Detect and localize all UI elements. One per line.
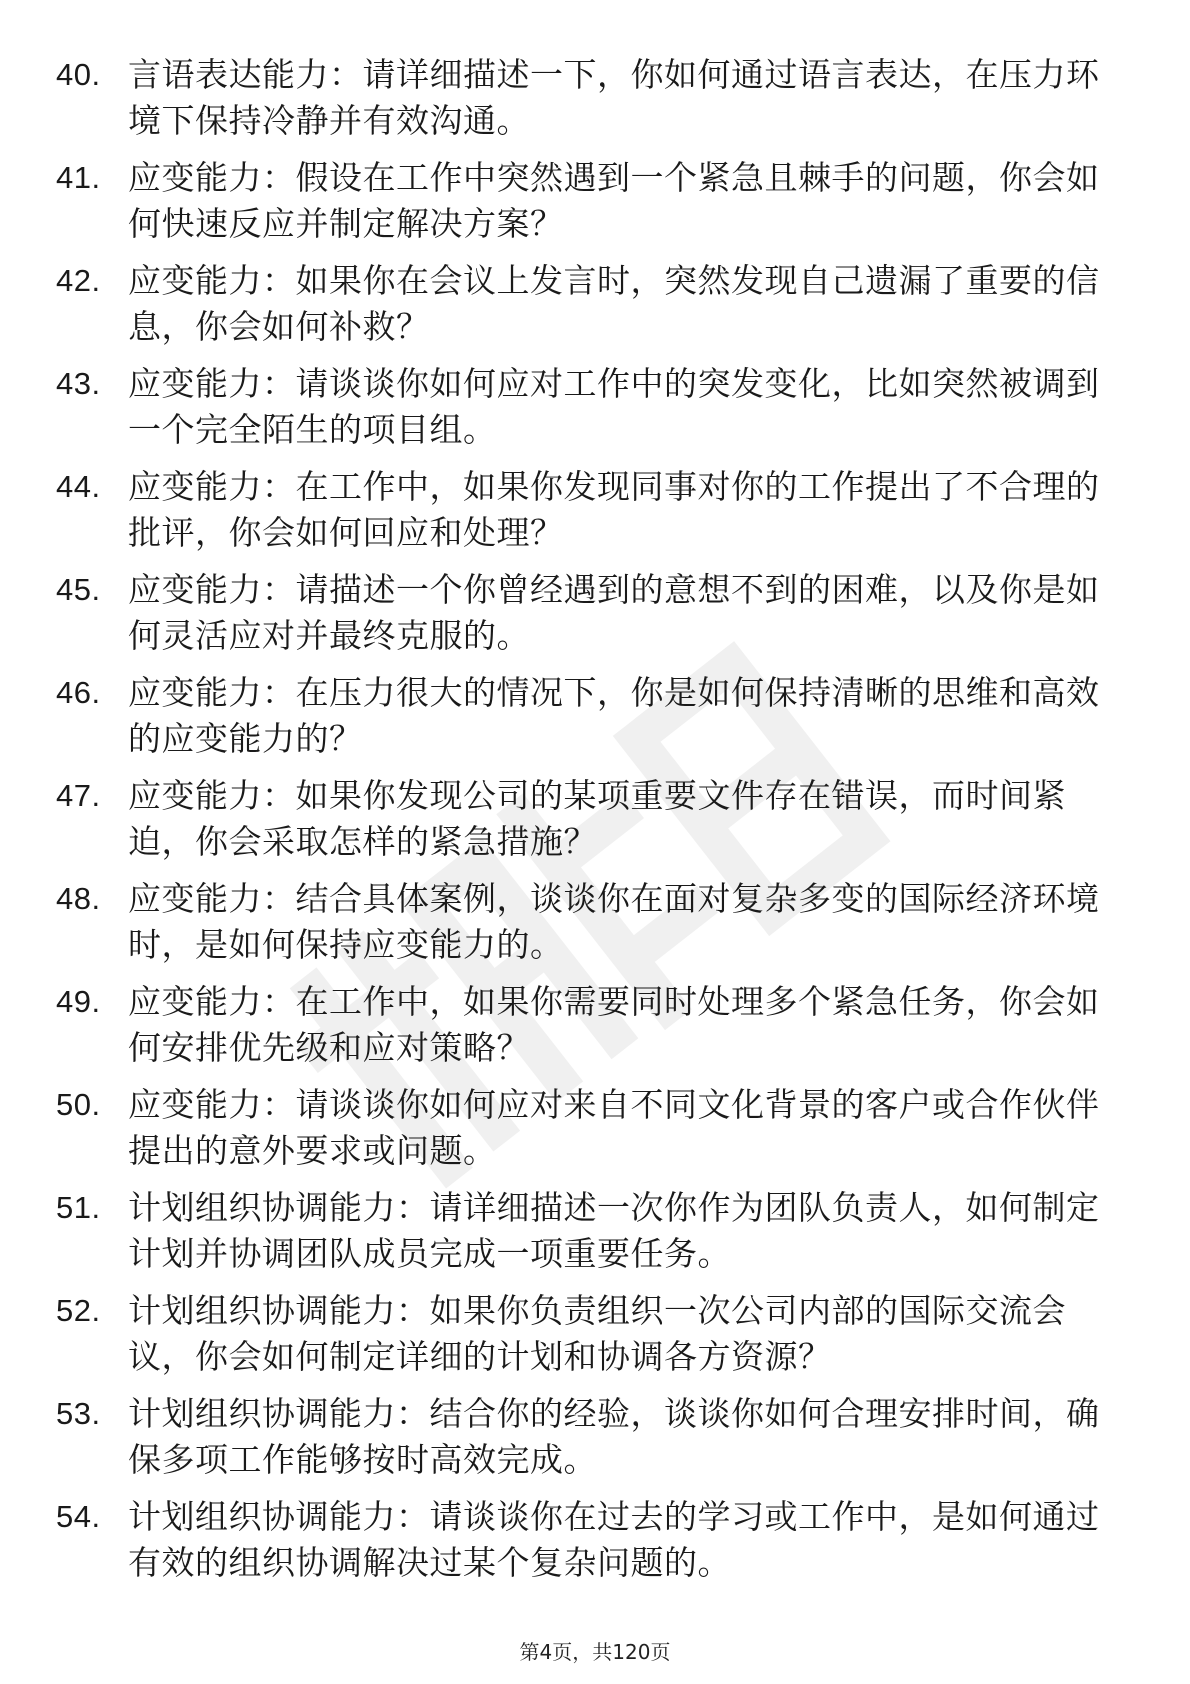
question-number: 53.	[56, 1396, 101, 1431]
question-text: 应变能力：请谈谈你如何应对来自不同文化背景的客户或合作伙伴提出的意外要求或问题。	[128, 1085, 1100, 1170]
question-number: 46.	[56, 675, 101, 710]
question-text: 计划组织协调能力：请谈谈你在过去的学习或工作中，是如何通过有效的组织协调解决过某个复杂问题的。	[128, 1497, 1100, 1582]
question-text: 言语表达能力：请详细描述一下，你如何通过语言表达，在压力环境下保持冷静并有效沟通。	[128, 55, 1100, 140]
question-item	[56, 1288, 1116, 1380]
question-text: 应变能力：请谈谈你如何应对工作中的突发变化，比如突然被调到一个完全陌生的项目组。	[128, 364, 1100, 449]
question-number: 41.	[56, 160, 101, 195]
question-item	[56, 155, 1116, 247]
question-number: 43.	[56, 366, 101, 401]
question-number: 51.	[56, 1190, 101, 1225]
question-number: 54.	[56, 1499, 101, 1534]
question-text: 应变能力：假设在工作中突然遇到一个紧急且棘手的问题，你会如何快速反应并制定解决方案？	[128, 158, 1100, 243]
question-number: 42.	[56, 263, 101, 298]
question-text: 应变能力：如果你在会议上发言时，突然发现自己遗漏了重要的信息，你会如何补救？	[128, 261, 1100, 346]
question-number: 44.	[56, 469, 101, 504]
question-text: 应变能力：在工作中，如果你需要同时处理多个紧急任务，你会如何安排优先级和应对策略？	[128, 982, 1100, 1067]
question-text: 应变能力：在压力很大的情况下，你是如何保持清晰的思维和高效的应变能力的？	[128, 673, 1100, 758]
question-item	[56, 979, 1116, 1071]
question-item	[56, 567, 1116, 659]
question-number: 50.	[56, 1087, 101, 1122]
question-text: 应变能力：如果你发现公司的某项重要文件存在错误，而时间紧迫，你会采取怎样的紧急措施？	[128, 776, 1066, 861]
question-item	[56, 1391, 1116, 1483]
question-text: 应变能力：在工作中，如果你发现同事对你的工作提出了不合理的批评，你会如何回应和处理？	[128, 467, 1100, 552]
question-number: 47.	[56, 778, 101, 813]
question-item	[56, 1185, 1116, 1277]
question-number: 49.	[56, 984, 101, 1019]
question-number: 52.	[56, 1293, 101, 1328]
question-item	[56, 52, 1116, 144]
question-text: 计划组织协调能力：结合你的经验，谈谈你如何合理安排时间，确保多项工作能够按时高效完成。	[128, 1394, 1100, 1479]
question-text: 应变能力：结合具体案例，谈谈你在面对复杂多变的国际经济环境时，是如何保持应变能力的。	[128, 879, 1100, 964]
question-item	[56, 876, 1116, 968]
question-item	[56, 1082, 1116, 1174]
question-number: 48.	[56, 881, 101, 916]
question-text: 计划组织协调能力：如果你负责组织一次公司内部的国际交流会议，你会如何制定详细的计划和协调各方资源？	[128, 1291, 1066, 1376]
question-item	[56, 1494, 1116, 1586]
question-item	[56, 773, 1116, 865]
question-item	[56, 670, 1116, 762]
question-item	[56, 464, 1116, 556]
question-text: 计划组织协调能力：请详细描述一次你作为团队负责人，如何制定计划并协调团队成员完成一项重要任务。	[128, 1188, 1100, 1273]
question-number: 40.	[56, 57, 101, 92]
question-item	[56, 258, 1116, 350]
question-list	[56, 52, 1116, 1597]
question-number: 45.	[56, 572, 101, 607]
page-footer: 第4页，共120页	[519, 1640, 671, 1664]
question-item	[56, 361, 1116, 453]
question-text: 应变能力：请描述一个你曾经遇到的意想不到的困难，以及你是如何灵活应对并最终克服的。	[128, 570, 1100, 655]
